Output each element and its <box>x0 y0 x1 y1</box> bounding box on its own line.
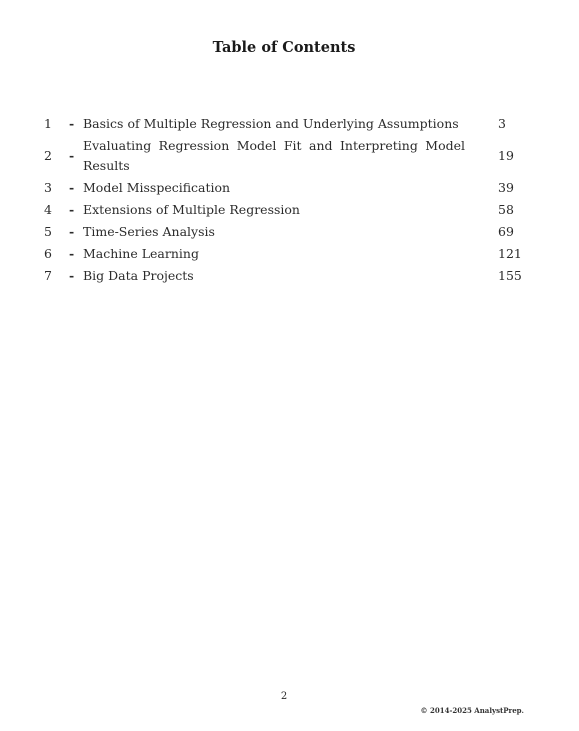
toc-number: 4 <box>44 202 52 217</box>
copyright-footer: © 2014-2025 AnalystPrep. <box>420 706 524 715</box>
toc-dash: - <box>69 246 75 261</box>
toc-title: Machine Learning <box>83 246 199 261</box>
toc-page: 121 <box>498 246 522 261</box>
toc-page: 58 <box>498 202 514 217</box>
toc-page: 69 <box>498 224 514 239</box>
toc-dash: - <box>69 148 75 163</box>
page-title: Table of Contents <box>212 39 356 56</box>
table-of-contents <box>44 114 544 288</box>
toc-entry[interactable] <box>44 244 544 264</box>
toc-title: Basics of Multiple Regression and Underlying Assumptions <box>83 116 459 131</box>
toc-dash: - <box>69 224 75 239</box>
toc-page: 155 <box>498 268 522 283</box>
toc-number: 5 <box>44 224 52 239</box>
toc-number: 6 <box>44 246 52 261</box>
toc-dash: - <box>69 202 75 217</box>
toc-entry[interactable] <box>44 266 544 286</box>
toc-number: 7 <box>44 268 52 283</box>
page-number: 2 <box>280 691 288 702</box>
toc-entry[interactable] <box>44 114 544 134</box>
toc-number: 3 <box>44 180 52 195</box>
toc-dash: - <box>69 180 75 195</box>
toc-entry[interactable] <box>44 200 544 220</box>
toc-page: 39 <box>498 180 514 195</box>
toc-entry[interactable] <box>44 136 544 176</box>
toc-page: 19 <box>498 148 514 163</box>
toc-number: 1 <box>44 116 52 131</box>
toc-page: 3 <box>498 116 506 131</box>
toc-dash: - <box>69 116 75 131</box>
toc-title: Big Data Projects <box>83 268 194 283</box>
toc-title: Model Misspecification <box>83 180 231 195</box>
toc-number: 2 <box>44 148 52 163</box>
toc-entry[interactable] <box>44 222 544 242</box>
toc-title: Evaluating Regression Model Fit and Interpreting Model Results <box>83 138 465 173</box>
toc-title: Extensions of Multiple Regression <box>83 202 300 217</box>
toc-entry[interactable] <box>44 178 544 198</box>
toc-title: Time-Series Analysis <box>83 224 215 239</box>
toc-dash: - <box>69 268 75 283</box>
